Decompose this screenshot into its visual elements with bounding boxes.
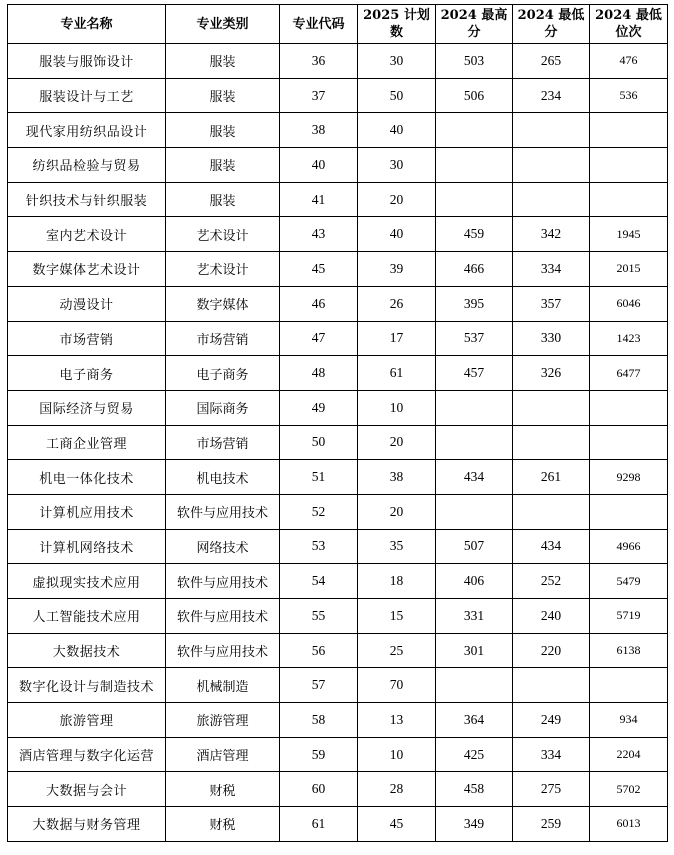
cell-min-score-2024 <box>513 148 590 183</box>
table-row <box>8 356 668 391</box>
table-body <box>8 44 668 842</box>
cell-major-name: 大数据与财务管理 <box>8 807 166 842</box>
cell-major-category: 软件与应用技术 <box>166 599 280 634</box>
table-row <box>8 182 668 217</box>
cell-max-score-2024: 459 <box>436 217 513 252</box>
table-row <box>8 217 668 252</box>
cell-max-score-2024: 457 <box>436 356 513 391</box>
cell-major-name: 市场营销 <box>8 321 166 356</box>
cell-major-code: 49 <box>280 390 358 425</box>
cell-min-rank-2024: 476 <box>590 44 668 79</box>
table-row <box>8 252 668 287</box>
cell-major-code: 58 <box>280 703 358 738</box>
cell-major-category: 服装 <box>166 148 280 183</box>
cell-major-code: 38 <box>280 113 358 148</box>
cell-major-name: 国际经济与贸易 <box>8 390 166 425</box>
cell-min-rank-2024: 5702 <box>590 772 668 807</box>
table-row <box>8 529 668 564</box>
cell-major-code: 52 <box>280 494 358 529</box>
cell-plan-2025: 30 <box>358 44 436 79</box>
header-plan-2025: 2025 计划数 <box>358 5 436 44</box>
table-row <box>8 286 668 321</box>
cell-min-score-2024: 234 <box>513 78 590 113</box>
table-row <box>8 772 668 807</box>
cell-major-code: 61 <box>280 807 358 842</box>
cell-major-name: 旅游管理 <box>8 703 166 738</box>
cell-min-rank-2024 <box>590 668 668 703</box>
cell-plan-2025: 10 <box>358 390 436 425</box>
cell-major-category: 艺术设计 <box>166 217 280 252</box>
cell-major-category: 软件与应用技术 <box>166 564 280 599</box>
cell-min-rank-2024 <box>590 182 668 217</box>
cell-min-score-2024: 434 <box>513 529 590 564</box>
table-row <box>8 494 668 529</box>
cell-min-score-2024 <box>513 390 590 425</box>
cell-min-score-2024: 261 <box>513 460 590 495</box>
cell-max-score-2024: 506 <box>436 78 513 113</box>
cell-min-rank-2024: 6013 <box>590 807 668 842</box>
cell-max-score-2024: 434 <box>436 460 513 495</box>
cell-major-category: 服装 <box>166 113 280 148</box>
cell-min-score-2024: 357 <box>513 286 590 321</box>
cell-major-name: 机电一体化技术 <box>8 460 166 495</box>
cell-major-code: 59 <box>280 737 358 772</box>
table-row <box>8 44 668 79</box>
cell-major-category: 软件与应用技术 <box>166 633 280 668</box>
cell-major-code: 55 <box>280 599 358 634</box>
cell-plan-2025: 38 <box>358 460 436 495</box>
cell-min-rank-2024 <box>590 113 668 148</box>
cell-max-score-2024 <box>436 390 513 425</box>
cell-max-score-2024 <box>436 494 513 529</box>
cell-max-score-2024: 331 <box>436 599 513 634</box>
cell-min-score-2024: 342 <box>513 217 590 252</box>
cell-plan-2025: 70 <box>358 668 436 703</box>
cell-min-rank-2024: 5479 <box>590 564 668 599</box>
cell-max-score-2024 <box>436 182 513 217</box>
cell-plan-2025: 40 <box>358 113 436 148</box>
table-row <box>8 703 668 738</box>
table-header <box>8 5 668 44</box>
cell-max-score-2024: 425 <box>436 737 513 772</box>
cell-plan-2025: 26 <box>358 286 436 321</box>
cell-max-score-2024: 406 <box>436 564 513 599</box>
cell-plan-2025: 20 <box>358 425 436 460</box>
cell-plan-2025: 39 <box>358 252 436 287</box>
cell-min-rank-2024 <box>590 390 668 425</box>
cell-min-rank-2024 <box>590 494 668 529</box>
cell-min-rank-2024: 536 <box>590 78 668 113</box>
cell-min-score-2024: 249 <box>513 703 590 738</box>
cell-min-score-2024: 252 <box>513 564 590 599</box>
cell-plan-2025: 15 <box>358 599 436 634</box>
header-major-code: 专业代码 <box>280 5 358 44</box>
table-row <box>8 564 668 599</box>
cell-min-score-2024: 326 <box>513 356 590 391</box>
cell-max-score-2024 <box>436 668 513 703</box>
table-row <box>8 633 668 668</box>
cell-min-rank-2024: 2204 <box>590 737 668 772</box>
cell-min-score-2024: 259 <box>513 807 590 842</box>
cell-major-name: 酒店管理与数字化运营 <box>8 737 166 772</box>
cell-plan-2025: 40 <box>358 217 436 252</box>
cell-major-category: 服装 <box>166 78 280 113</box>
cell-major-name: 动漫设计 <box>8 286 166 321</box>
header-min-score-2024: 2024 最低分 <box>513 5 590 44</box>
cell-min-score-2024: 334 <box>513 737 590 772</box>
table-row <box>8 148 668 183</box>
cell-plan-2025: 50 <box>358 78 436 113</box>
cell-major-category: 财税 <box>166 772 280 807</box>
cell-major-category: 机电技术 <box>166 460 280 495</box>
cell-major-category: 服装 <box>166 182 280 217</box>
cell-min-score-2024 <box>513 494 590 529</box>
cell-max-score-2024: 466 <box>436 252 513 287</box>
cell-min-score-2024: 330 <box>513 321 590 356</box>
cell-min-score-2024 <box>513 113 590 148</box>
cell-major-name: 服装设计与工艺 <box>8 78 166 113</box>
cell-max-score-2024: 364 <box>436 703 513 738</box>
cell-major-category: 软件与应用技术 <box>166 494 280 529</box>
cell-min-score-2024 <box>513 425 590 460</box>
cell-major-name: 工商企业管理 <box>8 425 166 460</box>
cell-max-score-2024 <box>436 425 513 460</box>
cell-major-code: 51 <box>280 460 358 495</box>
cell-major-name: 计算机应用技术 <box>8 494 166 529</box>
cell-major-name: 大数据与会计 <box>8 772 166 807</box>
cell-min-rank-2024 <box>590 148 668 183</box>
cell-max-score-2024: 349 <box>436 807 513 842</box>
cell-major-category: 旅游管理 <box>166 703 280 738</box>
cell-min-rank-2024 <box>590 425 668 460</box>
cell-major-code: 60 <box>280 772 358 807</box>
cell-major-name: 室内艺术设计 <box>8 217 166 252</box>
cell-major-code: 48 <box>280 356 358 391</box>
cell-min-rank-2024: 9298 <box>590 460 668 495</box>
cell-max-score-2024: 301 <box>436 633 513 668</box>
cell-major-category: 电子商务 <box>166 356 280 391</box>
cell-plan-2025: 18 <box>358 564 436 599</box>
cell-major-name: 大数据技术 <box>8 633 166 668</box>
table-row <box>8 321 668 356</box>
table-row <box>8 460 668 495</box>
cell-min-score-2024: 275 <box>513 772 590 807</box>
cell-major-code: 50 <box>280 425 358 460</box>
cell-major-category: 网络技术 <box>166 529 280 564</box>
cell-plan-2025: 35 <box>358 529 436 564</box>
cell-major-code: 46 <box>280 286 358 321</box>
table-row <box>8 737 668 772</box>
cell-min-score-2024: 265 <box>513 44 590 79</box>
cell-min-score-2024 <box>513 182 590 217</box>
cell-major-category: 酒店管理 <box>166 737 280 772</box>
cell-major-code: 53 <box>280 529 358 564</box>
cell-major-name: 计算机网络技术 <box>8 529 166 564</box>
cell-major-name: 针织技术与针织服装 <box>8 182 166 217</box>
cell-major-code: 40 <box>280 148 358 183</box>
cell-major-name: 纺织品检验与贸易 <box>8 148 166 183</box>
cell-min-rank-2024: 6477 <box>590 356 668 391</box>
cell-plan-2025: 20 <box>358 494 436 529</box>
cell-max-score-2024: 537 <box>436 321 513 356</box>
cell-max-score-2024: 458 <box>436 772 513 807</box>
cell-max-score-2024 <box>436 113 513 148</box>
cell-major-category: 服装 <box>166 44 280 79</box>
cell-plan-2025: 13 <box>358 703 436 738</box>
header-max-score-2024: 2024 最高分 <box>436 5 513 44</box>
cell-major-name: 服装与服饰设计 <box>8 44 166 79</box>
cell-max-score-2024 <box>436 148 513 183</box>
cell-major-name: 现代家用纺织品设计 <box>8 113 166 148</box>
cell-major-name: 虚拟现实技术应用 <box>8 564 166 599</box>
cell-major-code: 36 <box>280 44 358 79</box>
cell-min-rank-2024: 6138 <box>590 633 668 668</box>
cell-major-code: 43 <box>280 217 358 252</box>
cell-major-category: 国际商务 <box>166 390 280 425</box>
cell-major-code: 45 <box>280 252 358 287</box>
table-row <box>8 599 668 634</box>
header-row <box>8 5 668 44</box>
cell-max-score-2024: 395 <box>436 286 513 321</box>
table-row <box>8 668 668 703</box>
cell-plan-2025: 20 <box>358 182 436 217</box>
cell-major-category: 财税 <box>166 807 280 842</box>
cell-plan-2025: 61 <box>358 356 436 391</box>
table-row <box>8 390 668 425</box>
cell-major-code: 56 <box>280 633 358 668</box>
cell-major-code: 37 <box>280 78 358 113</box>
cell-major-category: 市场营销 <box>166 425 280 460</box>
cell-major-code: 47 <box>280 321 358 356</box>
cell-major-name: 数字媒体艺术设计 <box>8 252 166 287</box>
cell-min-score-2024: 240 <box>513 599 590 634</box>
cell-plan-2025: 10 <box>358 737 436 772</box>
cell-major-code: 57 <box>280 668 358 703</box>
cell-major-category: 机械制造 <box>166 668 280 703</box>
cell-plan-2025: 17 <box>358 321 436 356</box>
cell-min-rank-2024: 6046 <box>590 286 668 321</box>
header-min-rank-2024: 2024 最低 位次 <box>590 5 668 44</box>
cell-min-rank-2024: 934 <box>590 703 668 738</box>
table-row <box>8 807 668 842</box>
cell-max-score-2024: 507 <box>436 529 513 564</box>
cell-min-score-2024: 220 <box>513 633 590 668</box>
table-row <box>8 113 668 148</box>
cell-max-score-2024: 503 <box>436 44 513 79</box>
cell-min-score-2024: 334 <box>513 252 590 287</box>
admission-table <box>7 4 668 842</box>
cell-min-score-2024 <box>513 668 590 703</box>
cell-major-name: 电子商务 <box>8 356 166 391</box>
cell-min-rank-2024: 1945 <box>590 217 668 252</box>
cell-plan-2025: 28 <box>358 772 436 807</box>
cell-min-rank-2024: 1423 <box>590 321 668 356</box>
table-row <box>8 78 668 113</box>
cell-major-code: 54 <box>280 564 358 599</box>
cell-major-category: 市场营销 <box>166 321 280 356</box>
cell-min-rank-2024: 2015 <box>590 252 668 287</box>
header-major-name: 专业名称 <box>8 5 166 44</box>
cell-plan-2025: 25 <box>358 633 436 668</box>
cell-major-code: 41 <box>280 182 358 217</box>
cell-major-name: 数字化设计与制造技术 <box>8 668 166 703</box>
cell-major-name: 人工智能技术应用 <box>8 599 166 634</box>
cell-min-rank-2024: 4966 <box>590 529 668 564</box>
header-major-category: 专业类别 <box>166 5 280 44</box>
cell-min-rank-2024: 5719 <box>590 599 668 634</box>
cell-major-category: 数字媒体 <box>166 286 280 321</box>
cell-plan-2025: 30 <box>358 148 436 183</box>
cell-major-category: 艺术设计 <box>166 252 280 287</box>
cell-plan-2025: 45 <box>358 807 436 842</box>
table-row <box>8 425 668 460</box>
